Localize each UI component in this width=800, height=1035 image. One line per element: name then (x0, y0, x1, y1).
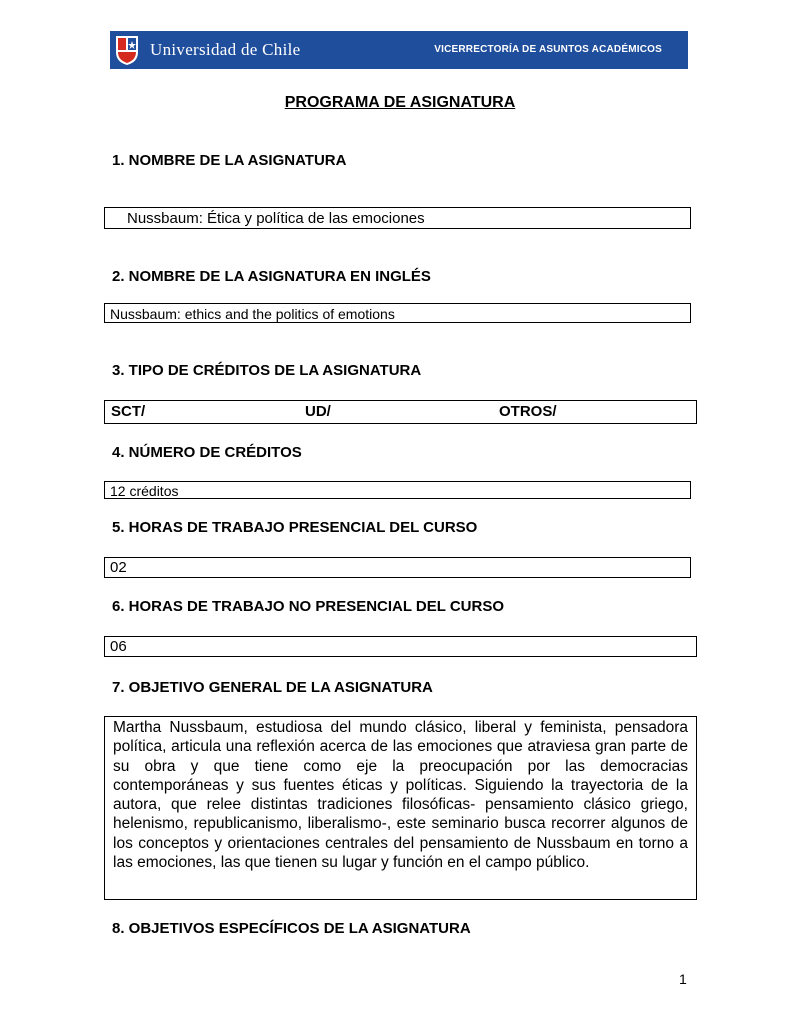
vice-rectorate-label: VICERRECTORÍA DE ASUNTOS ACADÉMICOS (434, 44, 662, 55)
course-name-field: Nussbaum: Ética y política de las emociones (104, 207, 691, 229)
section-3-heading: 3. TIPO DE CRÉDITOS DE LA ASIGNATURA (112, 362, 422, 379)
credit-ud-label: UD/ (305, 403, 331, 420)
university-name: Universidad de Chile (150, 40, 301, 59)
section-1-heading: 1. NOMBRE DE LA ASIGNATURA (112, 152, 347, 169)
document-title: PROGRAMA DE ASIGNATURA (284, 94, 516, 111)
section-5-heading: 5. HORAS DE TRABAJO PRESENCIAL DEL CURSO (112, 519, 478, 536)
credits-count-field: 12 créditos (104, 481, 691, 499)
in-person-hours-field: 02 (104, 557, 691, 578)
general-objective-text: Martha Nussbaum, estudiosa del mundo clásico, liberal y feminista, pensadora política, articula una reflexión acerca de las emociones que atraviesa gran parte de su obra y que tiene como eje la preocupación por las democracias contemporáneas y sus fuentes éticas y políticas. Siguiendo la trayectoria de la autora, que relee distintas tradiciones filosóficas- pensamiento clásico griego, helenismo, republicanismo, liberalismo-, este seminario busca recorrer algunos de los conceptos y orientaciones centrales del pensamiento de Nussbaum en torno a las emociones, las que tienen su lugar y función en el campo público. (104, 716, 697, 900)
credit-otros-label: OTROS/ (499, 403, 557, 420)
autonomous-hours-field: 06 (104, 636, 697, 657)
header-banner (110, 31, 688, 69)
credit-sct-label: SCT/ (111, 403, 146, 420)
credit-types-row (104, 400, 697, 424)
section-7-heading: 7. OBJETIVO GENERAL DE LA ASIGNATURA (112, 679, 433, 696)
section-2-heading: 2. NOMBRE DE LA ASIGNATURA EN INGLÉS (112, 268, 431, 285)
course-name-english-field: Nussbaum: ethics and the politics of emotions (104, 303, 691, 323)
section-8-heading: 8. OBJETIVOS ESPECÍFICOS DE LA ASIGNATURA (112, 920, 471, 937)
section-4-heading: 4. NÚMERO DE CRÉDITOS (112, 444, 302, 461)
page-number: 1 (679, 971, 687, 987)
university-crest-icon (114, 34, 140, 66)
section-6-heading: 6. HORAS DE TRABAJO NO PRESENCIAL DEL CURSO (112, 598, 504, 615)
